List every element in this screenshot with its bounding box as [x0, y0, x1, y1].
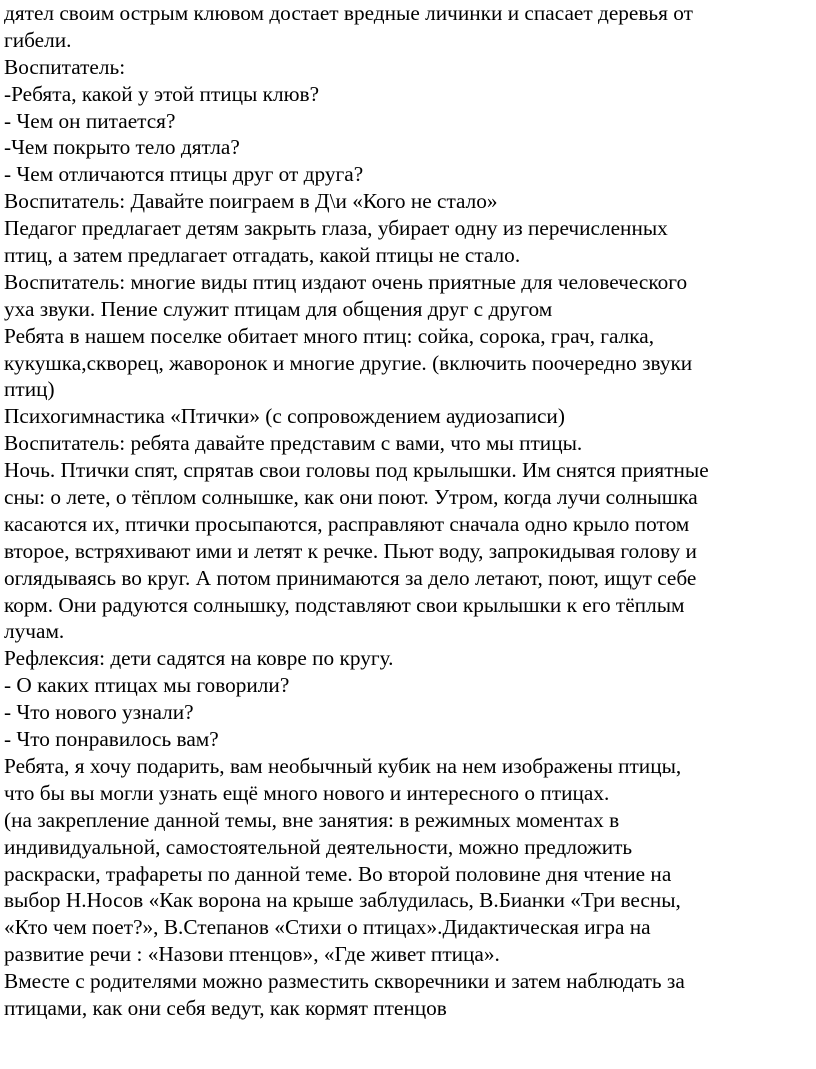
text-line: гибели.	[4, 27, 72, 52]
text-line: (на закрепление данной темы, вне занятия: в режимных моментах в	[4, 807, 620, 832]
text-line: развитие речи : «Назови птенцов», «Где живет птица».	[4, 942, 500, 967]
text-line: сны: о лете, о тёплом солнышке, как они поют. Утром, когда лучи солнышка	[4, 485, 698, 510]
text-line: корм. Они радуются солнышку, подставляют свои крылышки к его тёплым	[4, 592, 685, 617]
text-line: - Что нового узнали?	[4, 700, 194, 725]
text-line: что бы вы могли узнать ещё много нового и интересного о птицах.	[4, 780, 610, 805]
text-line: дятел своим острым клювом достает вредные личинки и спасает деревья от	[4, 1, 693, 25]
text-line: Рефлексия: дети садятся на ковре по кругу.	[4, 646, 394, 671]
text-line: оглядываясь во круг. А потом принимаются за дело летают, поют, ищут себе	[4, 565, 697, 590]
text-line: Педагог предлагает детям закрыть глаза, убирает одну из перечисленных	[4, 216, 668, 241]
text-line: Воспитатель: многие виды птиц издают очень приятные для человеческого	[4, 269, 688, 294]
text-line: лучам.	[4, 619, 65, 644]
text-line: кукушка,скворец, жаворонок и многие другие. (включить поочередно звуки	[4, 350, 693, 375]
text-line: Воспитатель: ребята давайте представим с вами, что мы птицы.	[4, 431, 583, 456]
text-line: - Чем отличаются птицы друг от друга?	[4, 162, 364, 187]
text-line: птиц)	[4, 377, 55, 402]
text-line: Психогимнастика «Птички» (с сопровождением аудиозаписи)	[4, 404, 565, 429]
text-line: Ребята, я хочу подарить, вам необычный кубик на нем изображены птицы,	[4, 753, 682, 778]
text-line: индивидуальной, самостоятельной деятельности, можно предложить	[4, 834, 633, 859]
text-line: второе, встряхивают ими и летят к речке. Пьют воду, запрокидывая голову и	[4, 538, 697, 563]
text-line: выбор Н.Носов «Как ворона на крыше заблудилась, В.Бианки «Три весны,	[4, 888, 681, 913]
text-line: птицами, как они себя ведут, как кормят птенцов	[4, 995, 447, 1020]
text-line: - О каких птицах мы говорили?	[4, 673, 290, 698]
text-line: - Чем он питается?	[4, 108, 176, 133]
text-line: «Кто чем поет?», В.Степанов «Стихи о птицах».Дидактическая игра на	[4, 915, 651, 940]
text-line: - Что понравилось вам?	[4, 727, 219, 752]
text-line: уха звуки. Пение служит птицам для общения друг с другом	[4, 296, 553, 321]
text-line: раскраски, трафареты по данной теме. Во второй половине дня чтение на	[4, 861, 672, 886]
text-line: Ребята в нашем поселке обитает много птиц: сойка, сорока, грач, галка,	[4, 323, 655, 348]
text-line: птиц, а затем предлагает отгадать, какой птицы не стало.	[4, 243, 521, 268]
text-line: Воспитатель:	[4, 54, 126, 79]
text-line: Вместе с родителями можно разместить скворечники и затем наблюдать за	[4, 969, 685, 994]
text-line: -Ребята, какой у этой птицы клюв?	[4, 81, 320, 106]
text-line: касаются их, птички просыпаются, расправляют сначала одно крыло потом	[4, 511, 690, 536]
text-line: Ночь. Птички спят, спрятав свои головы под крылышки. Им снятся приятные	[4, 458, 709, 483]
text-line: -Чем покрыто тело дятла?	[4, 135, 240, 160]
text-line: Воспитатель: Давайте поиграем в Д\и «Кого не стало»	[4, 189, 498, 214]
